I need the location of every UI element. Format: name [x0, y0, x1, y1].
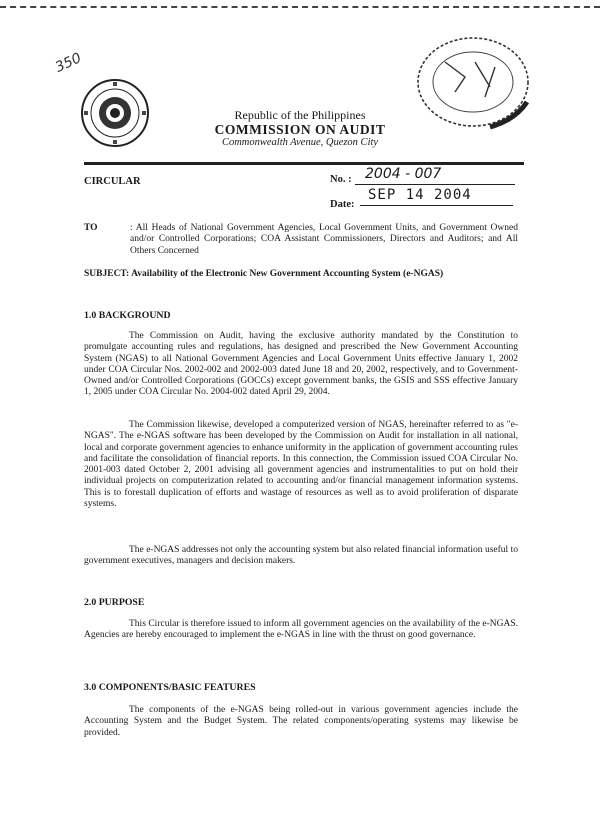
section-purpose-heading: 2.0 PURPOSE	[84, 597, 145, 608]
agency-title: COMMISSION ON AUDIT	[214, 122, 386, 137]
section-background-heading: 1.0 BACKGROUND	[84, 310, 171, 321]
components-paragraph: The components of the e-NGAS being rolled-out in various government agencies include the Accounting System and the Budget System. The related components/operating systems may likewise be provided.	[84, 705, 518, 738]
to-recipients: : All Heads of National Government Agencies, Local Government Units, and Government Owned and/or Controlled Corporations; COA Assistant Commissioners, Directors and Auditors; and All Others Concerned	[130, 223, 518, 256]
top-scan-line	[0, 6, 600, 10]
subject-label: SUBJECT:	[84, 269, 130, 279]
circular-no-label: No. :	[330, 174, 352, 185]
section-components-heading: 3.0 COMPONENTS/BASIC FEATURES	[84, 682, 256, 693]
circular-date-label: Date:	[330, 199, 355, 210]
circular-label: CIRCULAR	[84, 176, 141, 187]
background-paragraph-1: The Commission on Audit, having the exclusive authority mandated by the Constitution to promulgate accounting rules and regulations, has designed and prescribed the New Government Accounting System (NGAS) to all National Government Agencies and Local Government Units effective January 1, 2002 under COA Circular Nos. 2002-002 and 2002-003 dated June 18 and 20, 2002, respectively, and to Government-Owned and/or Controlled Corporations (GOCCs) except government banks, the GSIS and SSS effective January 1, 2005 under COA Circular No. 2004-002 dated April 29, 2004.	[84, 331, 518, 398]
background-paragraph-2: The Commission likewise, developed a computerized version of NGAS, hereinafter referred to as "e-NGAS". The e-NGAS software has been developed by the Commission on Audit for installation in all national, local and corporate government agencies to enhance uniformity in the application of government accounting rules and facilitate the consolidation of financial reports. In this connection, the Commission issued COA Circular No. 2001-003 dated October 2, 2001 advising all government agencies and instrumentalities to put on hold their individual projects on computerization related to accounting and/or financial management information systems. This is to forestall duplication of efforts and wastage of resources as well as to avoid proliferation of disparate systems.	[84, 420, 518, 510]
republic-heading: Republic of the Philippines	[234, 108, 366, 122]
subject-line	[84, 269, 524, 279]
circular-no-value: 2004 - 007	[355, 166, 515, 185]
background-paragraph-3: The e-NGAS addresses not only the accounting system but also related financial information useful to government executives, managers and decision makers.	[84, 545, 518, 567]
header-divider	[84, 162, 524, 165]
handwritten-note: 350	[52, 50, 84, 76]
agency-address: Commonwealth Avenue, Quezon City	[221, 137, 379, 148]
to-label: TO	[84, 223, 98, 233]
purpose-paragraph: This Circular is therefore issued to inform all government agencies on the availability of the e-NGAS. Agencies are hereby encouraged to implement the e-NGAS in line with the thrust on good governance.	[84, 619, 518, 641]
circular-date-value: SEP 14 2004	[360, 187, 513, 206]
subject-text: Availability of the Electronic New Government Accounting System (e-NGAS)	[131, 269, 444, 279]
